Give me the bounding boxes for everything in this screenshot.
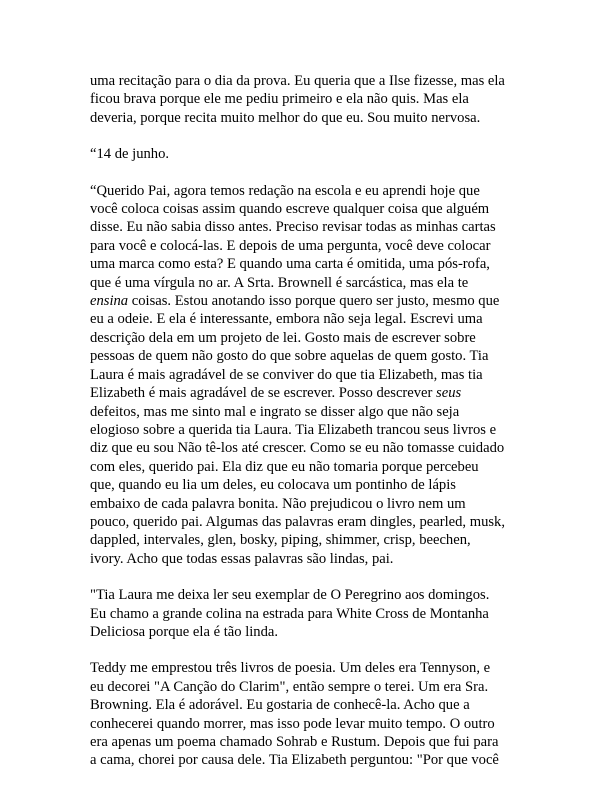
text-line: uma recitação para o dia da prova. Eu queria que a Ilse fizesse, mas ela [90, 73, 505, 89]
text-line: Eu chamo a grande colina na estrada para White Cross de Montanha [90, 605, 489, 622]
text-line: deveria, porque recita muito melhor do que eu. Sou muito nervosa. [90, 109, 481, 126]
text-line [90, 384, 530, 402]
text-line: Browning. Ela é adorável. Eu gostaria de conhecê-la. Acho que a [90, 697, 470, 714]
text-line: “Querido Pai, agora temos redação na escola e eu aprendi hoje que [90, 182, 480, 199]
text-line: que, quando eu lia um deles, eu colocava um pontinho de lápis [90, 477, 456, 494]
paragraph-1 [90, 72, 530, 127]
italic-word: seus [436, 385, 462, 402]
text-line: conhecerei quando morrer, mas isso pode levar muito tempo. O outro [90, 715, 495, 732]
text-line: eu decorei "A Canção do Clarim", então sempre o terei. Um era Sra. [90, 678, 489, 695]
text-line: defeitos, mas me sinto mal e ingrato se disser algo que não seja [90, 403, 460, 420]
text-line: elogioso sobre a querida tia Laura. Tia Elizabeth trancou seus livros e [90, 421, 497, 438]
text-line: diz que eu sou Não tê-los até crescer. Como se eu não tomasse cuidado [90, 440, 505, 457]
text-line: uma marca como esta? E quando uma carta é omitida, uma pós-rofa, [90, 256, 490, 273]
paragraph-letter [90, 182, 530, 569]
text-line [90, 292, 530, 310]
text-line: ficou brava porque ele me pediu primeiro e ela não quis. Mas ela [90, 91, 469, 108]
text-line: a cama, chorei por causa dele. Tia Elizabeth perguntou: "Por que você [90, 752, 499, 769]
text-line: ivory. Acho que todas essas palavras são lindas, pai. [90, 550, 394, 567]
text-line: embaixo de cada palavra bonita. Não prejudicou o livro nem um [90, 495, 466, 512]
text-line: era apenas um poema chamado Sohrab e Rustum. Depois que fui para [90, 734, 499, 750]
text-line: descrição dela em um projeto de lei. Gosto mais de escrever sobre [90, 329, 476, 346]
text-line: dappled, intervales, glen, bosky, piping, shimmer, crisp, beechen, [90, 532, 471, 549]
text-line: para você e colocá-las. E depois de uma pergunta, você deve colocar [90, 237, 491, 254]
text-line: Teddy me emprestou três livros de poesia. Um deles era Tennyson, e [90, 660, 491, 677]
body-text [90, 72, 530, 788]
paragraph-date [90, 145, 530, 163]
text-fragment: coisas. Estou anotando isso porque quero ser justo, mesmo que [128, 293, 500, 310]
paragraph-poesia [90, 659, 530, 769]
text-line: pouco, querido pai. Algumas das palavras eram dingles, pearled, musk, [90, 513, 506, 530]
text-line: Deliciosa porque ela é tão linda. [90, 623, 279, 640]
paragraph-peregrino [90, 586, 530, 641]
text-line: que é uma vírgula no ar. A Srta. Brownell é sarcástica, mas ela te [90, 274, 469, 291]
text-line: com eles, querido pai. Ela diz que eu não tomaria porque percebeu [90, 458, 479, 475]
italic-word: ensina [90, 293, 129, 310]
text-line: disse. Eu não sabia disso antes. Preciso revisar todas as minhas cartas [90, 219, 496, 236]
text-line: você coloca coisas assim quando escreve qualquer coisa que alguém [90, 201, 490, 218]
text-line: eu a odeie. E ela é interessante, embora não seja legal. Escrevi uma [90, 311, 483, 328]
text-fragment: Elizabeth é mais agradável de se escrever. Posso descrever [90, 385, 437, 402]
text-line: "Tia Laura me deixa ler seu exemplar de O Peregrino aos domingos. [90, 587, 490, 604]
text-line: pessoas de quem não gosto do que sobre aquelas de quem gosto. Tia [90, 348, 489, 365]
text-line: Laura é mais agradável de se conviver do que tia Elizabeth, mas tia [90, 366, 483, 383]
date-line: “14 de junho. [90, 146, 170, 163]
